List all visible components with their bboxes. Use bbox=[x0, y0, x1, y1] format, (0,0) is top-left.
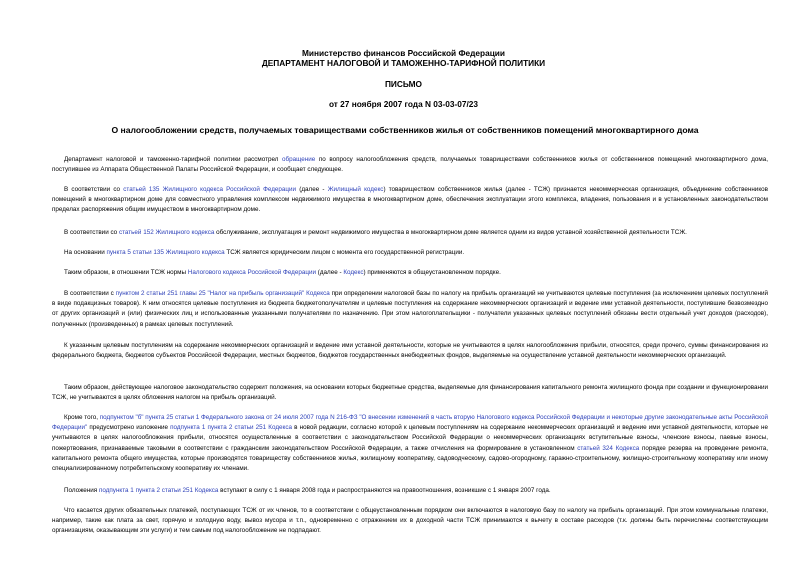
paragraph-9: Кроме того, подпунктом "б" пункта 25 статьи 1 Федерального закона от 24 июля 2007 года N 216-ФЗ "О внесении изменений в часть вторую Налогового кодекса Российской Федерации и некоторые другие законодательные акты Российской Федерации" предусмотрено изложение подпункта 1 пункта 2 статьи 251 Кодекса в новой редакции, согласно которой к целевым поступлениям на содержание некоммерческих организаций и ведение ими уставной деятельности, которые не учитываются в целях налогообложения прибыли, относятся осуществленные в соответствии с законодательством Российской Федерации о некоммерческих организациях вступительные взносы, членские взносы, паевые взносы, пожертвования, признаваемые таковыми в соответствии с гражданским законодательством Российской Федерации, а также отчисления на формирование в установленном статьей 324 Кодекса порядке резерва на проведение ремонта, капитального ремонта общего имущества, которые производятся товариществу собственников жилья, жилищному кооперативу, садоводческому, садово-огородному, гаражно-строительному, жилищно-строительному кооперативу или иному специализированному потребительскому кооперативу их членами. bbox=[52, 414, 769, 473]
document-date-number: от 27 ноября 2007 года N 03-03-07/23 bbox=[328, 99, 479, 109]
link-point-5-article-135[interactable]: пункта 5 статьи 135 Жилищного кодекса bbox=[106, 249, 225, 256]
paragraph-8: Таким образом, действующее налоговое законодательство содержит положения, на основании которых бюджетные средства, выделяемые для финансирования капитального ремонта жилищного фонда при создании и функционировании ТСЖ, не учитываются в целях обложения налогом на прибыль организаций. bbox=[52, 384, 768, 402]
paragraph-1: Департамент налоговой и таможенно-тарифной политики рассмотрел обращение по вопросу налогообложения средств, получаемых товариществами собственников жилья от собственников помещений многоквартирного дома, поступившее из Аппарата Общественной Палаты Российской Федерации, и сообщает следующее. bbox=[52, 156, 768, 174]
link-subpoint-1-point-2-article-251-b[interactable]: подпункта 1 пункта 2 статьи 251 Кодекса bbox=[98, 487, 219, 494]
document-type: ПИСЬМО bbox=[384, 79, 423, 89]
link-article-324[interactable]: статьей 324 Кодекса bbox=[577, 444, 640, 452]
paragraph-2: В соответствии со статьей 135 Жилищного кодекса Российской Федерации (далее - Жилищный кодекс) товариществом собственников жилья (далее - ТСЖ) признается некоммерческая организация, объединение собственников помещений в многоквартирном доме для совместного управления комплексом недвижимого имущества в многоквартирном доме, обеспечения эксплуатации этого комплекса, владения, пользования и в установленных законодательством пределах распоряжения общим имуществом в многоквартирном доме. bbox=[52, 186, 768, 214]
department-name: ДЕПАРТАМЕНТ НАЛОГОВОЙ И ТАМОЖЕННО-ТАРИФНОЙ ПОЛИТИКИ bbox=[261, 58, 546, 68]
link-kodeks[interactable]: Кодекс bbox=[343, 269, 364, 276]
link-tax-code[interactable]: Налогового кодекса Российской Федерации bbox=[187, 269, 317, 276]
paragraph-11: Что касается других обязательных платежей, поступающих ТСЖ от их членов, то в соответствии с общеустановленным порядком они включаются в налоговую базу по налогу на прибыль организаций. При этом коммунальные платежи, например, такие как плата за свет, горячую и холодную воду, вывоз мусора и т.п., одновременно с отражением их в доходной части ТСЖ принимаются к вычету в составе расходов (т.к. должны быть перечислены соответствующим организациям, оказывающим эти услуги) и тем самым под налогообложение не подпадают. bbox=[52, 507, 768, 535]
ministry-name: Министерство финансов Российской Федерации bbox=[301, 48, 506, 58]
paragraph-7: К указанным целевым поступлениям на содержание некоммерческих организаций и ведение ими уставной деятельности, которые не учитываются в целях налогообложения прибыли, относятся, среди прочего, суммы финансирования из федерального бюджета, бюджетов субъектов Российской Федерации, местных бюджетов, бюджетов государственных внебюджетных фондов, выделяемые на осуществление уставной деятельности некоммерческих организаций. bbox=[52, 342, 768, 360]
link-point-2-article-251[interactable]: пунктом 2 статьи 251 главы 25 "Налог на прибыль организаций" Кодекса bbox=[115, 290, 330, 297]
paragraph-5: Таким образом, в отношении ТСЖ нормы Налогового кодекса Российской Федерации (далее - Кодекс) применяются в общеустановленном порядке. bbox=[64, 269, 501, 276]
paragraph-3: В соответствии со статьей 152 Жилищного кодекса обслуживание, эксплуатация и ремонт недвижимого имущества в многоквартирном доме является одним из видов уставной хозяйственной деятельности ТСЖ. bbox=[64, 229, 687, 236]
link-federal-law-216[interactable]: подпунктом "б" пункта 25 статьи 1 Федерального закона от 24 июля 2007 года N 216-ФЗ "О внесении изменений в часть вторую Налогового кодекса Российской Федерации и некоторые другие законодательные акты Российской Федерации" bbox=[52, 414, 768, 432]
paragraph-6: В соответствии с пунктом 2 статьи 251 главы 25 "Налог на прибыль организаций" Кодекса при определении налоговой базы по налогу на прибыль организаций не учитываются целевые поступления (за исключением целевых поступлений в виде подакцизных товаров). К ним относятся целевые поступления из бюджета бюджетополучателям и целевые поступления на содержание некоммерческих организаций и ведение ими уставной деятельности, поступившие безвозмездно от других организаций и (или) физических лиц и использованные указанными получателями по назначению. При этом налогоплательщики - получатели указанных целевых поступлений обязаны вести отдельный учет доходов (расходов), полученных (произведенных) в рамках целевых поступлений. bbox=[52, 290, 769, 328]
link-subpoint-1-point-2-article-251[interactable]: подпункта 1 пункта 2 статьи 251 Кодекса bbox=[170, 424, 292, 432]
link-article-135-housing-code[interactable]: статьей 135 Жилищного кодекса Российской Федерации bbox=[123, 186, 297, 193]
link-obrashchenie[interactable]: обращение bbox=[282, 156, 316, 163]
link-housing-code[interactable]: Жилищный кодекс bbox=[327, 186, 384, 193]
link-article-152-housing-code[interactable]: статьей 152 Жилищного кодекса bbox=[118, 229, 215, 236]
document-title: О налогообложении средств, получаемых товариществами собственников жилья от собственников помещений многоквартирного дома bbox=[111, 125, 699, 135]
paragraph-4: На основании пункта 5 статьи 135 Жилищного кодекса ТСЖ является юридическим лицом с момента его государственной регистрации. bbox=[64, 249, 465, 256]
paragraph-10: Положения подпункта 1 пункта 2 статьи 251 Кодекса вступают в силу с 1 января 2008 года и распространяются на правоотношения, возникшие с 1 января 2007 года. bbox=[64, 487, 551, 494]
